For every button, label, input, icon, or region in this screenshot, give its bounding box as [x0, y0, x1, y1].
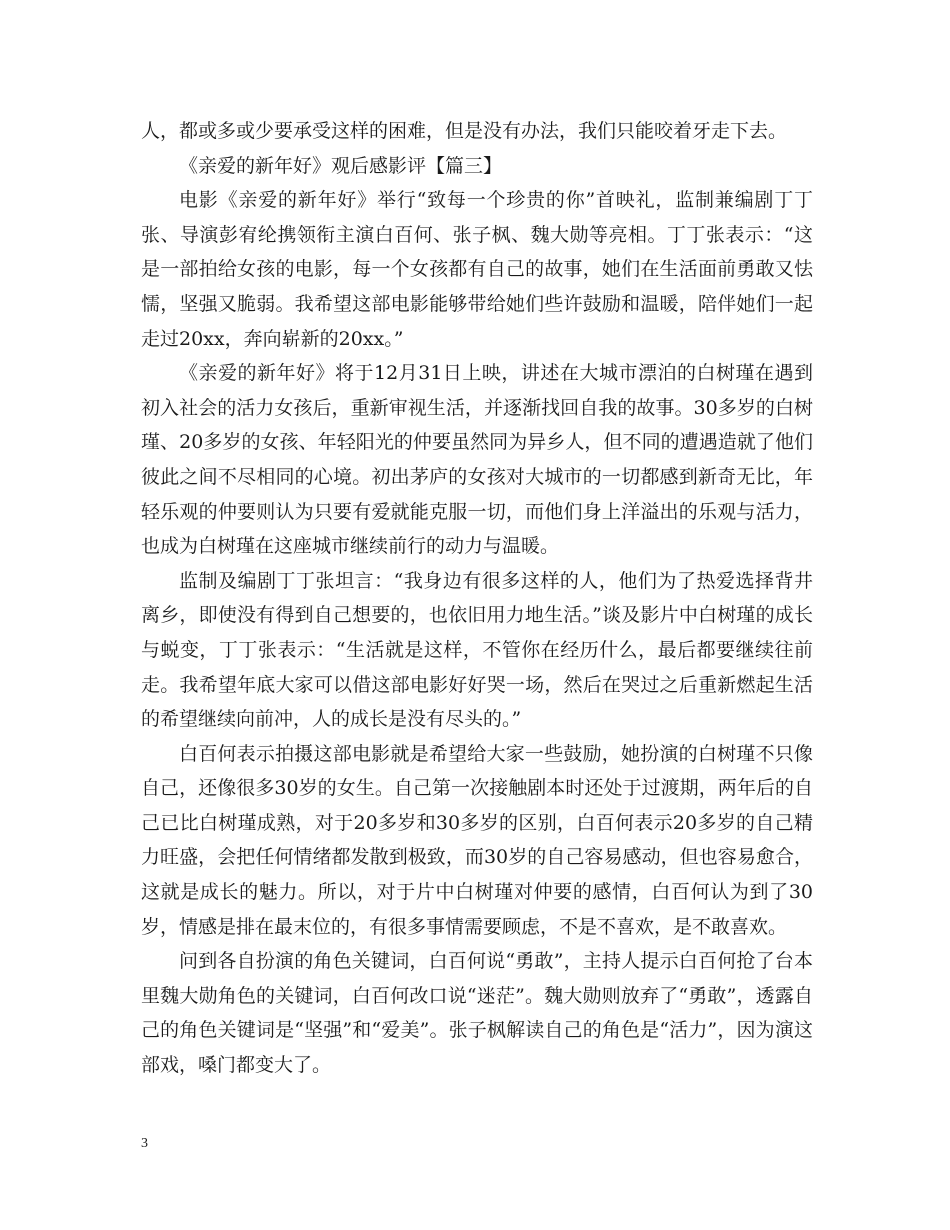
document-body [141, 114, 813, 1083]
paragraph: 监制及编剧丁丁张坦言：“我身边有很多这样的人，他们为了热爱选择背井离乡，即使没有得到自己想要的，也依旧用力地生活。”谈及影片中白树瑾的成长与蜕变，丁丁张表示：“生活就是这样，不管你在经历什么，最后都要继续往前走。我希望年底大家可以借这部电影好好哭一场，然后在哭过之后重新燃起生活的希望继续向前冲，人的成长是没有尽头的。” [141, 569, 813, 731]
paragraph: 白百何表示拍摄这部电影就是希望给大家一些鼓励，她扮演的白树瑾不只像自己，还像很多30岁的女生。自己第一次接触剧本时还处于过渡期，两年后的自己已比白树瑾成熟，对于20多岁和30多岁的区别，白百何表示20多岁的自己精力旺盛，会把任何情绪都发散到极致，而30岁的自己容易感动，但也容易愈合，这就是成长的魅力。所以，对于片中白树瑾对仲要的感情，白百何认为到了30岁，情感是排在最末位的，有很多事情需要顾虑，不是不喜欢，是不敢喜欢。 [141, 742, 813, 938]
paragraph: 电影《亲爱的新年好》举行“致每一个珍贵的你”首映礼，监制兼编剧丁丁张、导演彭宥纶携领衔主演白百何、张子枫、魏大勋等亮相。丁丁张表示：“这是一部拍给女孩的电影，每一个女孩都有自己的故事，她们在生活面前勇敢又怯懦，坚强又脆弱。我希望这部电影能够带给她们些许鼓励和温暖，陪伴她们一起走过20xx，奔向崭新的20xx。” [141, 189, 813, 350]
section-heading: 《亲爱的新年好》观后感影评【篇三】 [179, 154, 503, 177]
paragraph: 《亲爱的新年好》将于12月31日上映，讲述在大城市漂泊的白树瑾在遇到初入社会的活力女孩后，重新审视生活，并逐渐找回自我的故事。30多岁的白树瑾、20多岁的女孩、年轻阳光的仲要虽然同为异乡人，但不同的遭遇造就了他们彼此之间不尽相同的心境。初出茅庐的女孩对大城市的一切都感到新奇无比，年轻乐观的仲要则认为只要有爱就能克服一切，而他们身上洋溢出的乐观与活力，也成为白树瑾在这座城市继续前行的动力与温暖。 [141, 362, 813, 558]
page-number: 3 [141, 1136, 148, 1151]
paragraph: 人，都或多或少要承受这样的困难，但是没有办法，我们只能咬着牙走下去。 [141, 120, 788, 142]
paragraph: 问到各自扮演的角色关键词，白百何说“勇敢”，主持人提示白百何抢了台本里魏大勋角色的关键词，白百何改口说“迷茫”。魏大勋则放弃了“勇敢”，透露自己的角色关键词是“坚强”和“爱美”。张子枫解读自己的角色是“活力”，因为演这部戏，嗓门都变大了。 [141, 950, 813, 1077]
